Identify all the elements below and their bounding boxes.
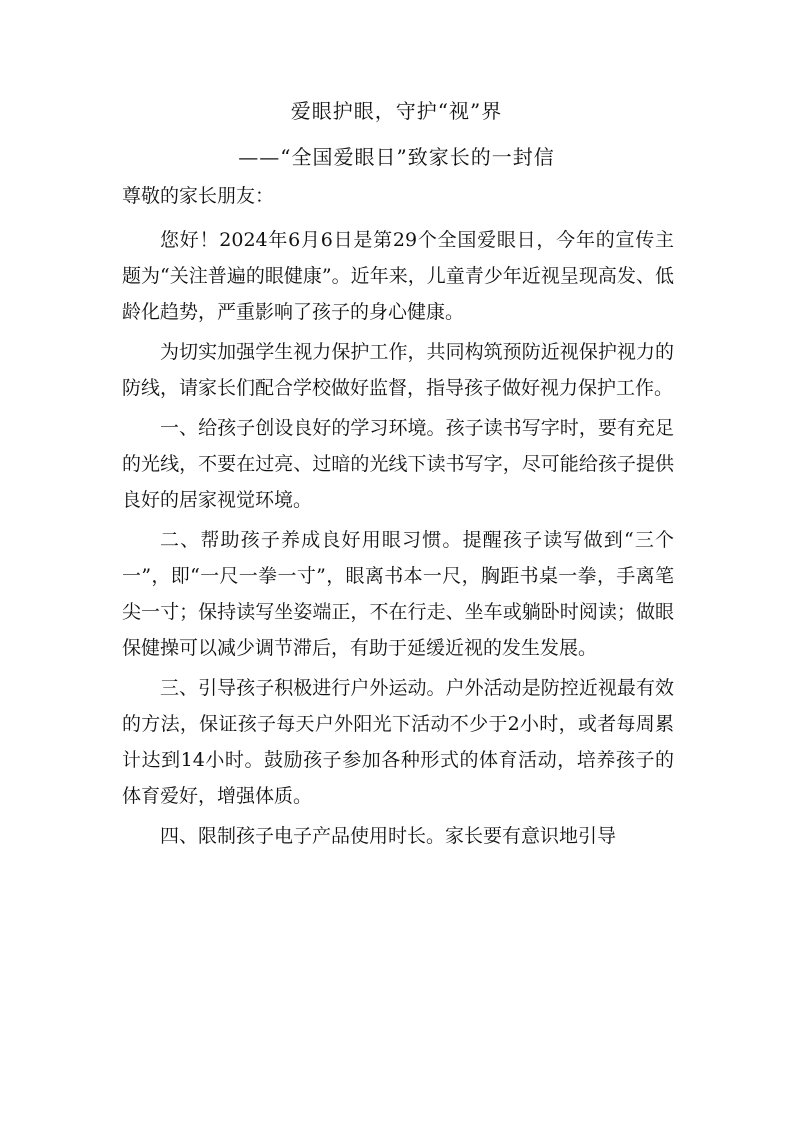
paragraph-point-2: 二、帮助孩子养成良好用眼习惯。提醒孩子读写做到“三个一”，即“一尺一拳一寸”，眼离书本一尺，胸距书桌一拳，手离笔尖一寸；保持读写坐姿端正，不在行走、坐车或躺卧时阅读；做眼保健操可以减少调节滞后，有助于延缓近视的发生发展。 xyxy=(122,529,674,659)
letter-subtitle: ——“全国爱眼日”致家长的一封信 xyxy=(238,145,555,169)
letter-title: 爱眼护眼，守护“视”界 xyxy=(290,99,503,123)
paragraph-greeting: 您好！2024年6月6日是第29个全国爱眼日，今年的宣传主题为“关注普遍的眼健康”。近年来，儿童青少年近视呈现高发、低龄化趋势，严重影响了孩子的身心健康。 xyxy=(122,229,674,323)
salutation: 尊敬的家长朋友： xyxy=(122,185,275,207)
paragraph-purpose: 为切实加强学生视力保护工作，共同构筑预防近视保护视力的防线，请家长们配合学校做好监督，指导孩子做好视力保护工作。 xyxy=(122,341,674,399)
paragraph-point-4: 四、限制孩子电子产品使用时长。家长要有意识地引导 xyxy=(160,825,617,847)
letter-body xyxy=(122,178,674,858)
paragraph-point-1: 一、给孩子创设良好的学习环境。孩子读书写字时，要有充足的光线，不要在过亮、过暗的光线下读书写字，尽可能给孩子提供良好的居家视觉环境。 xyxy=(122,417,674,511)
paragraph-point-3: 三、引导孩子积极进行户外运动。户外活动是防控近视最有效的方法，保证孩子每天户外阳光下活动不少于2小时，或者每周累计达到14小时。鼓励孩子参加各种形式的体育活动，培养孩子的体育爱好，增强体质。 xyxy=(122,677,674,807)
